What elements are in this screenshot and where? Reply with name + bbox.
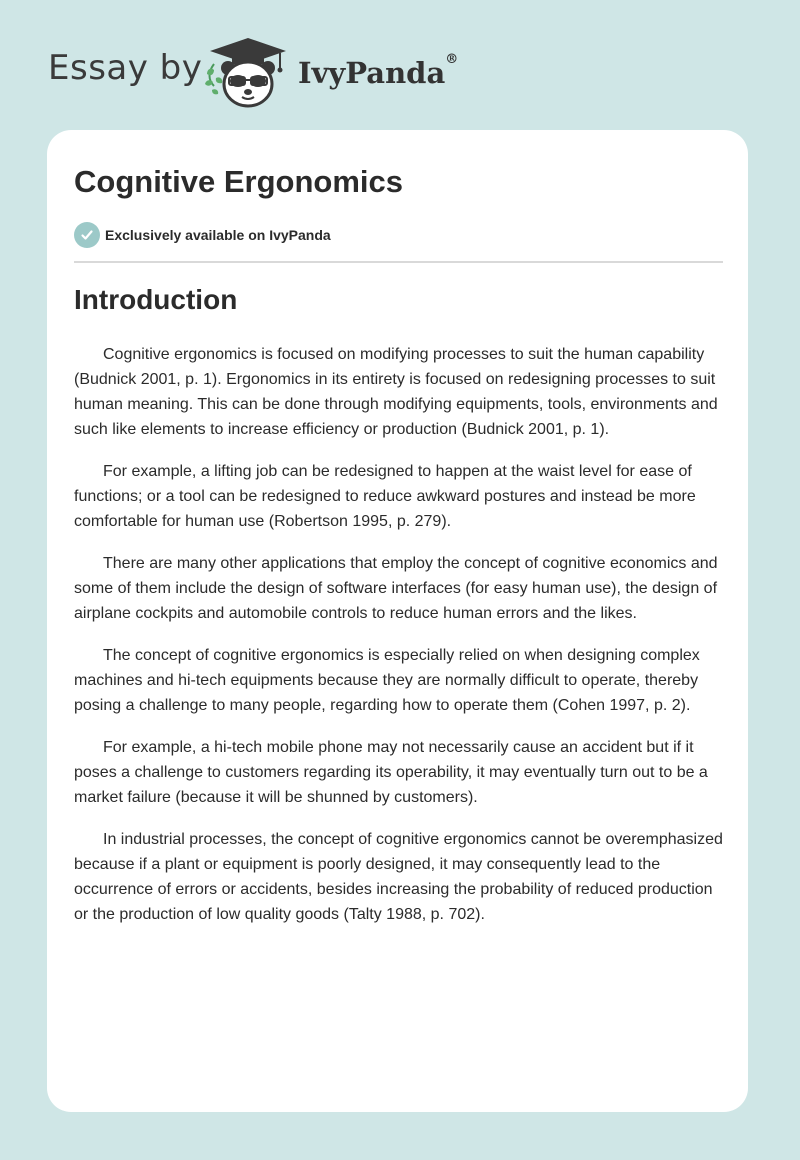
paragraph: In industrial processes, the concept of cognitive ergonomics cannot be overemphasized because if a plant or equipment is poorly designed, it may consequently lead to the occurrence of errors or accidents, besides increasing the probability of reduced production or the production of low quality goods (Talty 1988, p. 702).	[74, 831, 723, 923]
registered-mark: ®	[445, 52, 459, 67]
brand-wordmark[interactable]	[298, 52, 459, 90]
page-title: Cognitive Ergonomics	[74, 164, 403, 199]
panda-graduate-logo-icon	[198, 34, 298, 110]
ivy-leaf-icon	[205, 64, 222, 94]
check-icon	[74, 222, 100, 248]
title-divider	[74, 261, 723, 263]
article-body	[74, 342, 724, 944]
exclusive-badge-label: Exclusively available on IvyPanda	[105, 227, 331, 243]
paragraph: For example, a lifting job can be redesigned to happen at the waist level for ease of functions; or a tool can be redesigned to reduce awkward postures and instead be more comfortable for human use (Robertson 1995, p. 279).	[74, 463, 696, 530]
paragraph: The concept of cognitive ergonomics is especially relied on when designing complex machines and hi-tech equipments because they are normally difficult to operate, thereby posing a challenge to many people, regarding how to operate them (Cohen 1997, p. 2).	[74, 647, 700, 714]
section-heading: Introduction	[74, 284, 238, 315]
paragraph: Cognitive ergonomics is focused on modifying processes to suit the human capability (Budnick 2001, p. 1). Ergonomics in its entirety is focused on redesigning processes to suit human meaning. This can be done through modifying equipments, tools, environments and such like elements to increase efficiency or production (Budnick 2001, p. 1).	[74, 346, 718, 438]
panda-face-icon	[221, 61, 275, 106]
paragraph: For example, a hi-tech mobile phone may not necessarily cause an accident but if it poses a challenge to customers regarding its operability, it may eventually turn out to be a market failure (because it will be shunned by customers).	[74, 739, 708, 806]
exclusive-badge	[74, 222, 331, 248]
brand-name: IvyPanda	[298, 56, 446, 90]
site-header	[0, 0, 800, 130]
essay-by-label: Essay by	[48, 48, 203, 88]
paragraph: There are many other applications that employ the concept of cognitive economics and some of them include the design of software interfaces (for easy human use), the design of airplane cockpits and automobile controls to reduce human errors and the likes.	[74, 555, 718, 622]
